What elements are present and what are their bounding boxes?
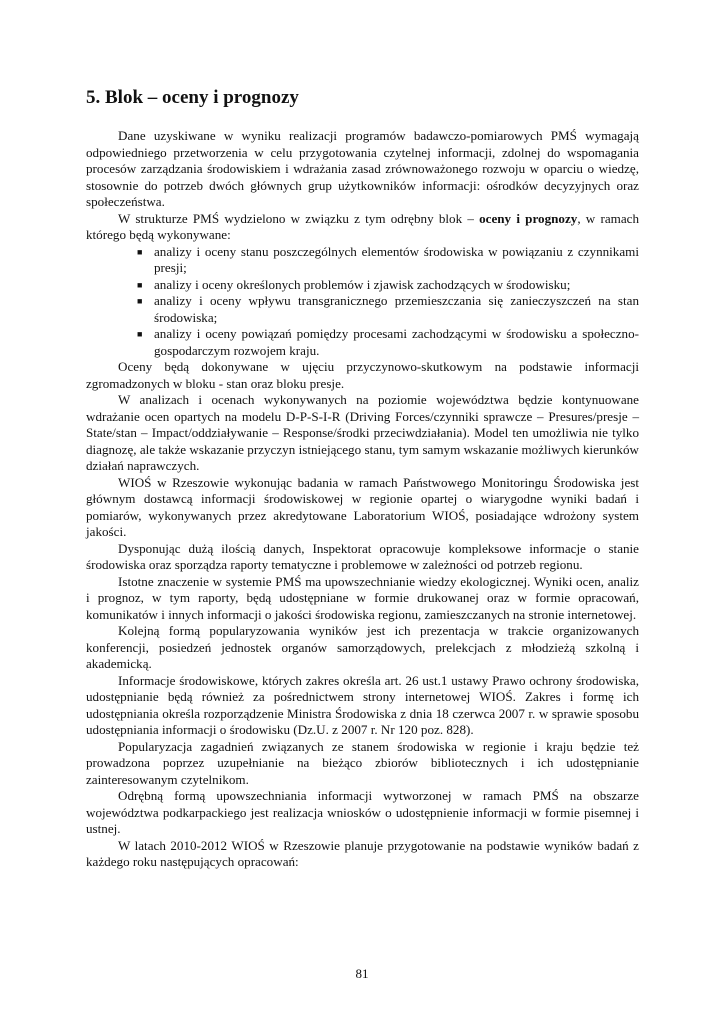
paragraph-2-text-before: W strukturze PMŚ wydzielono w związku z tym odrębny blok –: [118, 210, 480, 226]
paragraph-1: Dane uzyskiwane w wyniku realizacji programów badawczo-pomiarowych PMŚ wymagają odpowiedniego przetworzenia w celu przygotowania czytelnej informacji, zdolnej do wspomagania procesów zarządzania środowiskiem i wdrażania zasad zrównoważonego rozwoju w oparciu o wiedzę, stosownie do potrzeb dwóch głównych grup użytkowników informacji: ośrodków decyzyjnych oraz społeczeństwa.: [86, 128, 639, 209]
page-number: 81: [355, 966, 369, 981]
paragraph-7: Istotne znaczenie w systemie PMŚ ma upowszechnianie wiedzy ekologicznej. Wyniki ocen, analiz i prognoz, w tym raporty, będą udostępniane w formie drukowanej oraz w formie opracowań, komunikatów i innych informacji o jakości środowiska regionu, zamieszczanych na stronie internetowej.: [86, 573, 639, 622]
paragraph-2-text-after: , w ramach którego będą wykonywane:: [86, 210, 639, 242]
square-bullet-icon: ■: [137, 279, 143, 290]
paragraph-3: Oceny będą dokonywane w ujęciu przyczynowo-skutkowym na podstawie informacji zgromadzonych w bloku - stan oraz bloku presje.: [86, 359, 639, 391]
list-item-text: analizy i oceny określonych problemów i zjawisk zachodzących w środowisku;: [154, 276, 571, 292]
list-item-text: analizy i oceny stanu poszczególnych elementów środowiska w powiązaniu z czynnikami presji;: [154, 243, 639, 275]
paragraph-8: Kolejną formą popularyzowania wyników jest ich prezentacja w trakcie organizowanych konferencji, posiedzeń jednostek organów samorządowych, prelekcjach z młodzieżą szkolną i akademicką.: [86, 623, 639, 671]
list-item-text: analizy i oceny powiązań pomiędzy procesami zachodzącymi w środowisku a społeczno-gospodarczym rozwojem kraju.: [154, 326, 639, 358]
paragraph-12: W latach 2010-2012 WIOŚ w Rzeszowie planuje przygotowanie na podstawie wyników badań z każdego roku następujących opracowań:: [86, 837, 639, 869]
paragraph-5: WIOŚ w Rzeszowie wykonując badania w ramach Państwowego Monitoringu Środowiska jest głównym dostawcą informacji środowiskowej w regionie opartej o wiarygodne wyniki badań i pomiarów, wykonywanych przez akredytowane Laboratorium WIOŚ, posiadające wdrożony system jakości.: [86, 474, 639, 539]
list-item: [86, 293, 639, 326]
paragraph-11: Odrębną formą upowszechniania informacji wytworzonej w ramach PMŚ na obszarze województwa podkarpackiego jest realizacja wniosków o udostępnienie informacji w formie pisemnej i ustnej.: [86, 788, 639, 836]
paragraph-2: [86, 211, 639, 244]
page-content: [86, 86, 639, 871]
paragraph-10: Popularyzacja zagadnień związanych ze stanem środowiska w regionie i kraju będzie też prowadzona poprzez uzupełnianie na bieżąco zbiorów bibliotecznych i ich udostępnianie zainteresowanym czytelnikom.: [86, 738, 639, 787]
square-bullet-icon: ■: [137, 329, 143, 339]
paragraph-2-bold-term: oceny i prognozy: [479, 210, 578, 226]
paragraph-4: W analizach i ocenach wykonywanych na poziomie województwa będzie kontynuowane wdrażanie ocen opartych na modelu D-P-S-I-R (Driving Forces/czynniki sprawcze – Presures/presje – State/stan – Impact/oddziaływanie – Response/środki przeciwdziałania). Model ten umożliwia nie tylko diagnozę, ale także wskazanie przyczyn istniejącego stanu, tym samym wskazanie możliwych kierunków działań naprawczych.: [86, 392, 639, 473]
list-item: [86, 326, 639, 359]
paragraph-6: Dysponując dużą ilością danych, Inspektorat opracowuje kompleksowe informacje o stanie środowiska oraz sporządza raporty tematyczne i problemowe w zależności od potrzeb regionu.: [86, 540, 639, 572]
list-item-text: analizy i oceny wpływu transgranicznego przemieszczania się zanieczyszczeń na stan środowiska;: [154, 293, 639, 325]
bullet-list: [86, 244, 639, 360]
square-bullet-icon: ■: [137, 296, 143, 306]
list-item: [86, 277, 639, 294]
square-bullet-icon: ■: [137, 246, 143, 257]
paragraph-9: Informacje środowiskowe, których zakres określa art. 26 ust.1 ustawy Prawo ochrony środowiska, udostępnianie będą również za pośrednictwem strony internetowej WIOŚ. Zakres i formę ich udostępniania określa rozporządzenie Ministra Środowiska z dnia 18 czerwca 2007 r. w sprawie sposobu udostępniania informacji o środowisku (Dz.U. z 2007 r. Nr 120 poz. 828).: [86, 672, 639, 737]
section-heading: 5. Blok – oceny i prognozy: [86, 87, 299, 108]
list-item: [86, 244, 639, 277]
